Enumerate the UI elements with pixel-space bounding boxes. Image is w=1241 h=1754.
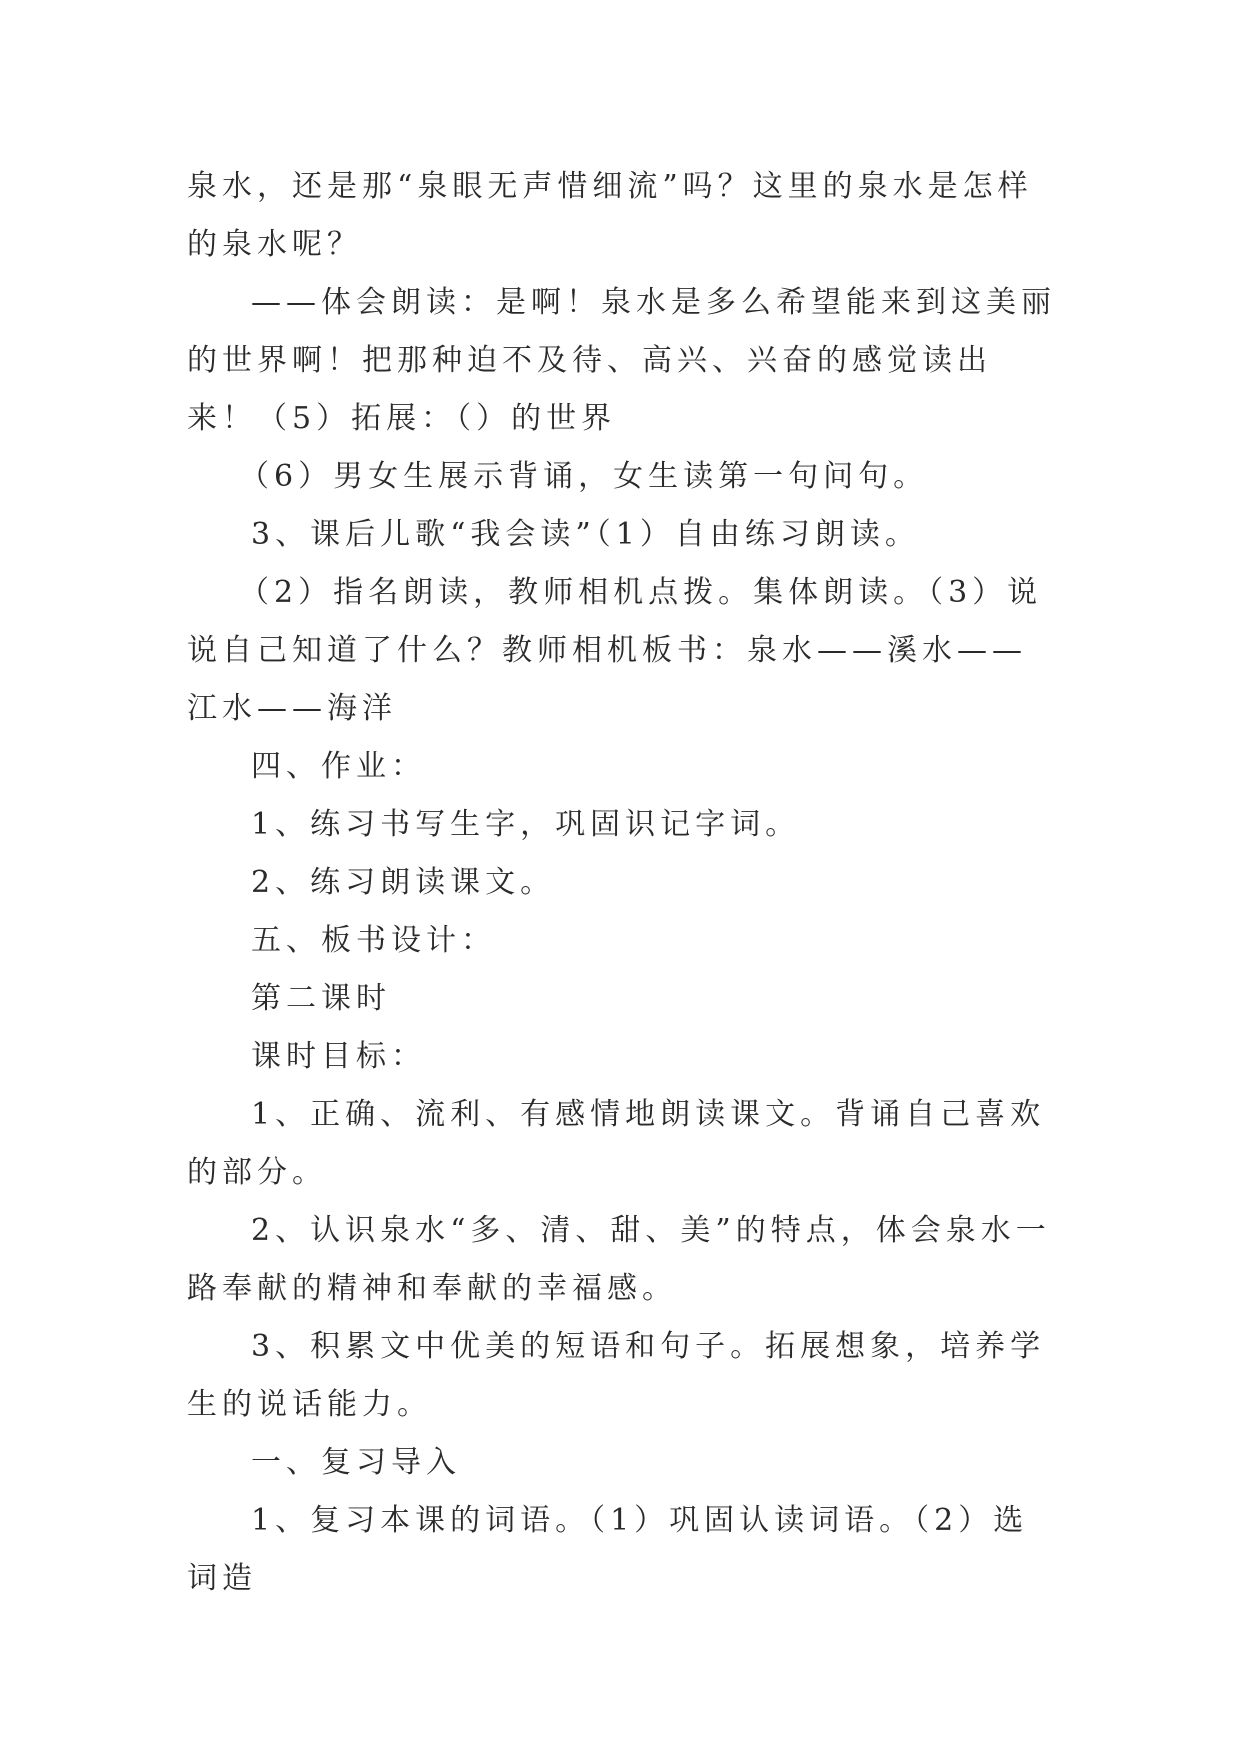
section-heading: 五、板书设计：: [251, 923, 496, 958]
section-heading: 课时目标：: [251, 1039, 426, 1074]
section-heading: 四、作业：: [251, 749, 426, 784]
paragraph: 泉水，还是那“泉眼无声惜细流”吗？这里的泉水是怎样的泉水呢？: [187, 169, 1033, 262]
list-item: 1、复习本课的词语。（1）巩固认读词语。（2）选词造: [187, 1503, 1029, 1596]
list-item: 3、积累文中优美的短语和句子。拓展想象，培养学生的说话能力。: [187, 1329, 1046, 1422]
paragraph: （6）男女生展示背诵，女生读第一句问句。: [239, 459, 929, 494]
list-item: 1、正确、流利、有感情地朗读课文。背诵自己喜欢的部分。: [187, 1097, 1046, 1190]
list-item: 2、认识泉水“多、清、甜、美”的特点，体会泉水一路奉献的精神和奉献的幸福感。: [187, 1213, 1051, 1306]
paragraph: 3、课后儿歌“我会读”（1）自由练习朗读。: [251, 517, 920, 552]
section-heading: 一、复习导入: [251, 1445, 461, 1480]
document-body: [187, 158, 1057, 1608]
section-heading: 第二课时: [251, 981, 391, 1016]
list-item: 1、练习书写生字，巩固识记字词。: [251, 807, 801, 842]
paragraph: ——体会朗读：是啊！泉水是多么希望能来到这美丽的世界啊！把那种迫不及待、高兴、兴奋的感觉读出来！（5）拓展：（）的世界: [187, 285, 1056, 436]
paragraph: （2）指名朗读，教师相机点拨。集体朗读。（3）说说自己知道了什么？教师相机板书：泉水——溪水——江水——海洋: [187, 575, 1043, 726]
list-item: 2、练习朗读课文。: [251, 865, 556, 900]
